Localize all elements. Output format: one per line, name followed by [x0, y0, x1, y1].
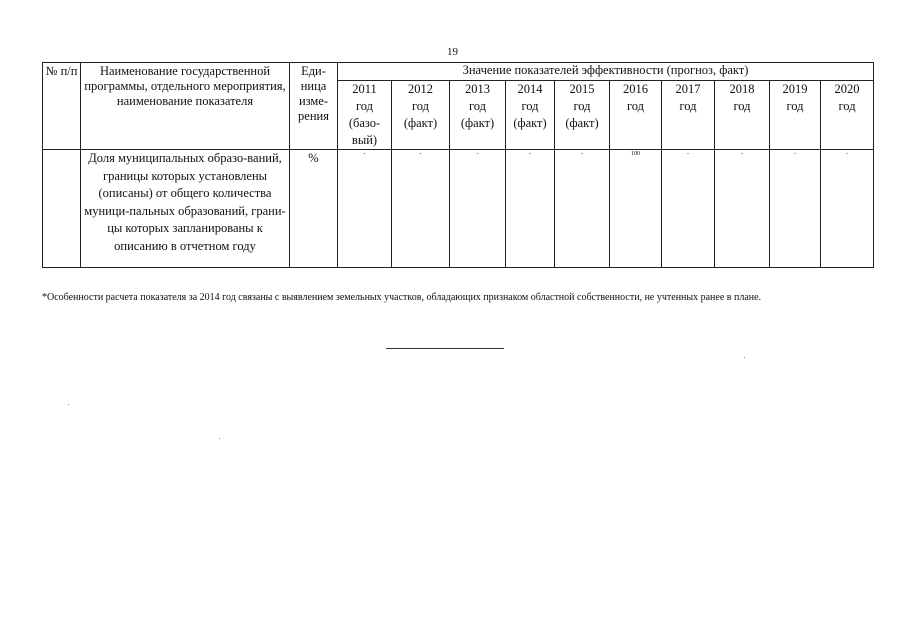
- header-name: Наименование государственной программы, отдельного мероприятия, наименование показателя: [81, 63, 290, 150]
- header-year-line: год: [838, 99, 856, 113]
- header-year-line: 2019: [782, 82, 808, 96]
- header-year-line: (факт): [565, 116, 599, 130]
- header-year-line: год: [733, 99, 751, 113]
- value-cell-2020: -: [821, 150, 874, 268]
- header-year-line: вый): [351, 133, 378, 147]
- header-year-line: (факт): [460, 116, 495, 130]
- header-year-2013: [450, 81, 506, 150]
- header-year-line: (базо-: [348, 116, 381, 130]
- header-year-2011: [338, 81, 392, 150]
- header-year-2015: [555, 81, 610, 150]
- page-number: 19: [447, 46, 458, 58]
- header-year-line: год: [786, 99, 804, 113]
- value-cell-2017: -: [662, 150, 715, 268]
- header-year-line: 2011: [352, 82, 377, 96]
- value-cell-2012: -: [392, 150, 450, 268]
- header-year-line: 2020: [834, 82, 860, 96]
- header-values-group: Значение показателей эффективности (прогноз, факт): [338, 63, 874, 81]
- value-cell-2011: -: [338, 150, 392, 268]
- scan-speck: [68, 404, 69, 405]
- header-year-2012: [392, 81, 450, 150]
- header-num: № п/п: [43, 63, 81, 150]
- header-year-line: 2016: [623, 82, 648, 96]
- header-year-line: 2012: [408, 82, 433, 96]
- indicators-table: [42, 62, 874, 268]
- end-rule: [386, 348, 504, 349]
- value-cell-2015: -: [555, 150, 610, 268]
- header-year-line: 2015: [569, 82, 595, 96]
- value-cell-2019: -: [770, 150, 821, 268]
- header-year-line: год: [468, 99, 487, 113]
- row-num: [43, 150, 81, 268]
- header-year-2020: [821, 81, 874, 150]
- value-cell-2016: 100: [610, 150, 662, 268]
- value-cell-2014: -: [506, 150, 555, 268]
- scan-speck: [744, 357, 745, 358]
- header-year-line: 2014: [517, 82, 543, 96]
- header-year-line: 2017: [675, 82, 701, 96]
- indicator-name: Доля муниципальных образо-ваний, границы которых установлены (описаны) от общего количества муници-пальных образований, грани-цы которых запланированы к описанию в отчетном году: [81, 150, 290, 268]
- header-year-2017: [662, 81, 715, 150]
- header-year-2018: [715, 81, 770, 150]
- footnote: *Особенности расчета показателя за 2014 год связаны с выявлением земельных участков, обладающих признаком областной собственности, не учтенных ранее в плане.: [42, 292, 762, 303]
- header-year-line: (факт): [513, 116, 547, 130]
- header-year-line: год: [411, 99, 430, 113]
- header-year-2014: [506, 81, 555, 150]
- header-unit: Еди-ница изме-рения: [290, 63, 338, 150]
- header-year-line: год: [521, 99, 539, 113]
- value-cell-2013: -: [450, 150, 506, 268]
- header-year-line: год: [679, 99, 697, 113]
- header-year-line: (факт): [403, 116, 438, 130]
- header-year-line: год: [573, 99, 591, 113]
- header-year-line: 2018: [729, 82, 755, 96]
- value-cell-2018: -: [715, 150, 770, 268]
- header-year-line: год: [626, 99, 645, 113]
- indicator-unit: %: [290, 150, 338, 268]
- scan-speck: [219, 438, 220, 439]
- header-year-2019: [770, 81, 821, 150]
- table-row: [43, 150, 874, 268]
- header-year-2016: [610, 81, 662, 150]
- table-body: [43, 150, 874, 268]
- table-header-row: [43, 63, 874, 81]
- header-year-line: 2013: [465, 82, 490, 96]
- header-year-line: год: [355, 99, 374, 113]
